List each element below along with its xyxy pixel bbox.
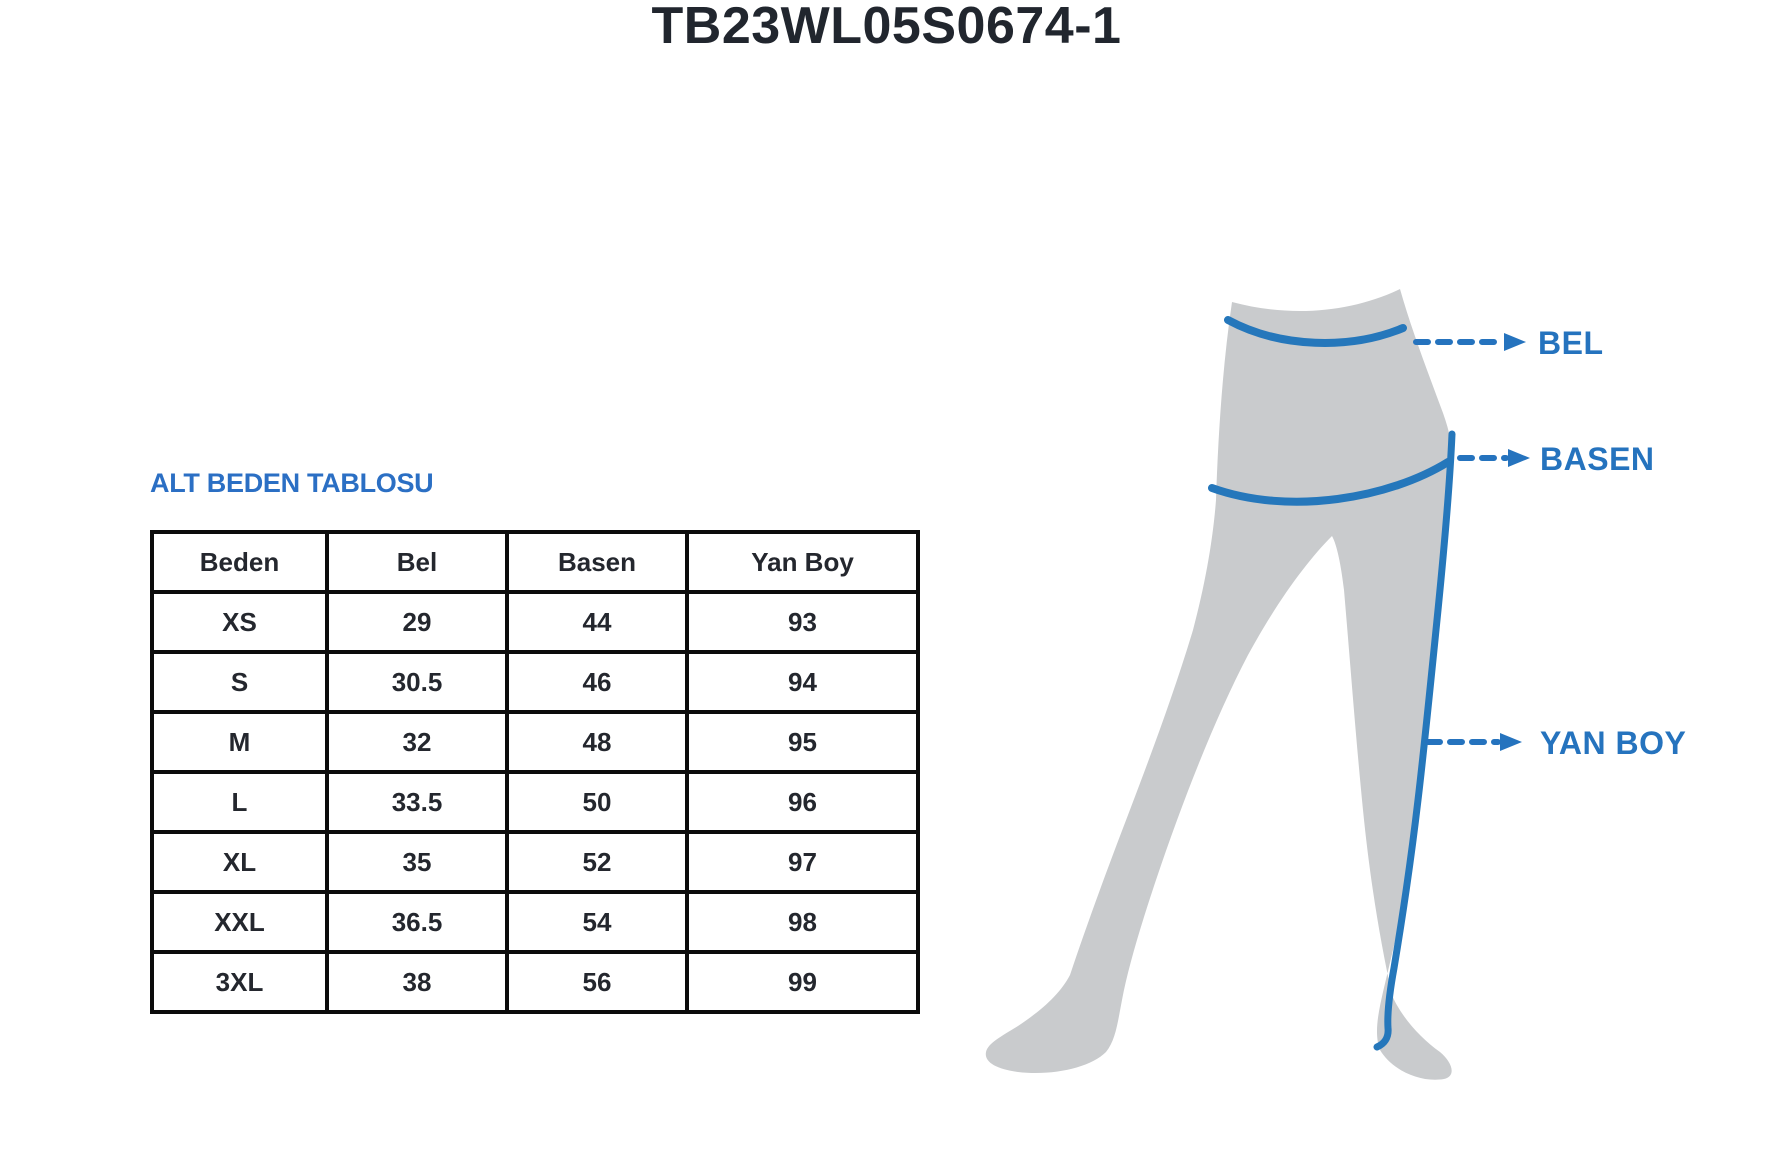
column-header-bel: Bel — [327, 532, 507, 592]
cell-bel: 29 — [327, 592, 507, 652]
cell-size: S — [152, 652, 327, 712]
product-code-title: TB23WL05S0674-1 — [651, 0, 1122, 55]
cell-basen: 44 — [507, 592, 687, 652]
size-table-heading: ALT BEDEN TABLOSU — [150, 468, 434, 498]
basen-arrowhead — [1508, 449, 1530, 467]
cell-basen: 56 — [507, 952, 687, 1012]
cell-size: XL — [152, 832, 327, 892]
bel-label: BEL — [1538, 325, 1604, 361]
table-row-xs — [152, 592, 918, 652]
cell-yanboy: 99 — [687, 952, 918, 1012]
cell-bel: 33.5 — [327, 772, 507, 832]
cell-size: L — [152, 772, 327, 832]
table-row-3xl — [152, 952, 918, 1012]
column-header-yanboy: Yan Boy — [687, 532, 918, 592]
cell-basen: 48 — [507, 712, 687, 772]
cell-basen: 46 — [507, 652, 687, 712]
column-header-basen: Basen — [507, 532, 687, 592]
cell-yanboy: 98 — [687, 892, 918, 952]
table-row-xl — [152, 832, 918, 892]
cell-size: 3XL — [152, 952, 327, 1012]
cell-yanboy: 94 — [687, 652, 918, 712]
cell-yanboy: 97 — [687, 832, 918, 892]
column-header-beden: Beden — [152, 532, 327, 592]
cell-yanboy: 95 — [687, 712, 918, 772]
table-row-m — [152, 712, 918, 772]
cell-size: XXL — [152, 892, 327, 952]
cell-bel: 38 — [327, 952, 507, 1012]
size-table-header-row — [152, 532, 918, 592]
basen-label: BASEN — [1540, 441, 1655, 477]
cell-size: XS — [152, 592, 327, 652]
size-table — [150, 530, 920, 1014]
cell-bel: 32 — [327, 712, 507, 772]
bel-arrowhead — [1504, 333, 1526, 351]
cell-size: M — [152, 712, 327, 772]
cell-basen: 54 — [507, 892, 687, 952]
cell-bel: 36.5 — [327, 892, 507, 952]
cell-basen: 50 — [507, 772, 687, 832]
cell-basen: 52 — [507, 832, 687, 892]
cell-bel: 30.5 — [327, 652, 507, 712]
table-row-xxl — [152, 892, 918, 952]
cell-yanboy: 96 — [687, 772, 918, 832]
yanboy-arrowhead — [1500, 733, 1522, 751]
cell-bel: 35 — [327, 832, 507, 892]
body-silhouette — [986, 289, 1453, 1080]
table-row-l — [152, 772, 918, 832]
table-row-s — [152, 652, 918, 712]
yanboy-label: YAN BOY — [1540, 725, 1687, 761]
cell-yanboy: 93 — [687, 592, 918, 652]
measurement-diagram — [850, 220, 1773, 1156]
